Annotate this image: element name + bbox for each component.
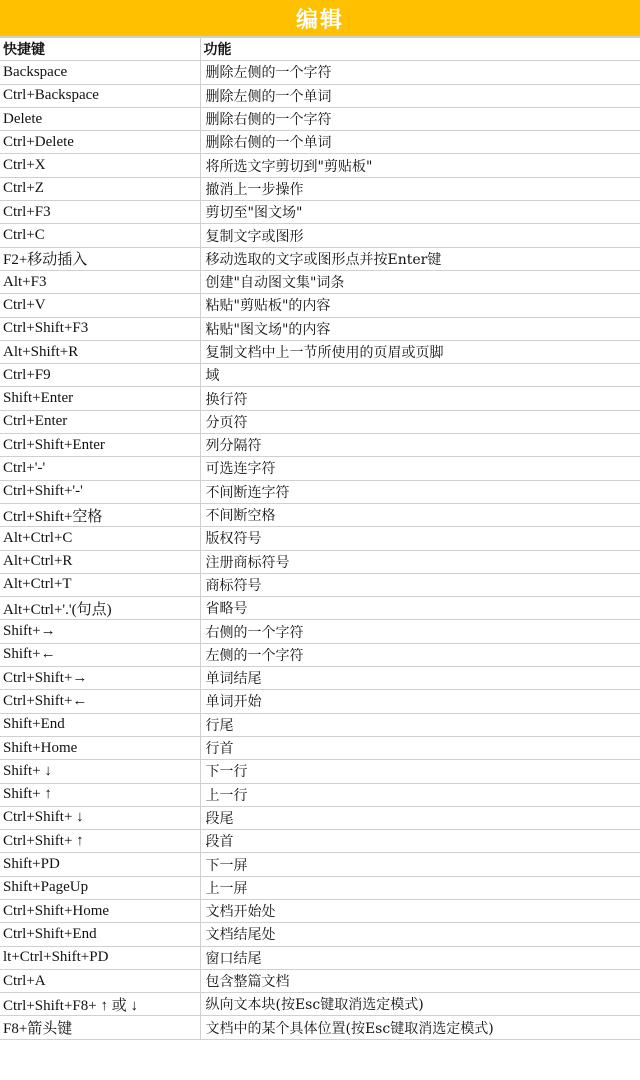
function-cell: 撤消上一步操作 — [200, 177, 640, 200]
shortcut-cell: Ctrl+Shift+Enter — [0, 434, 200, 457]
shortcut-cell: Ctrl+Backspace — [0, 84, 200, 107]
table-row — [0, 107, 640, 130]
table-body — [0, 61, 640, 1039]
shortcut-cell: Shift+End — [0, 713, 200, 736]
shortcut-cell: Shift+PD — [0, 853, 200, 876]
table-row — [0, 1016, 640, 1039]
function-cell: 下一行 — [200, 760, 640, 783]
function-cell: 商标符号 — [200, 573, 640, 596]
function-cell: 单词开始 — [200, 690, 640, 713]
shortcut-cell: Ctrl+Shift+Home — [0, 899, 200, 922]
shortcut-cell: Ctrl+Delete — [0, 131, 200, 154]
function-cell: 上一屏 — [200, 876, 640, 899]
function-cell: 粘贴"图文场"的内容 — [200, 317, 640, 340]
function-cell: 将所选文字剪切到"剪贴板" — [200, 154, 640, 177]
function-cell: 注册商标符号 — [200, 550, 640, 573]
function-cell: 纵向文本块(按Esc键取消选定模式) — [200, 993, 640, 1016]
shortcut-cell: Shift+Home — [0, 736, 200, 759]
function-cell: 行首 — [200, 736, 640, 759]
table-row — [0, 969, 640, 992]
table-row — [0, 364, 640, 387]
table-row — [0, 597, 640, 620]
function-cell: 窗口结尾 — [200, 946, 640, 969]
function-cell: 粘贴"剪贴板"的内容 — [200, 294, 640, 317]
function-cell: 创建"自动图文集"词条 — [200, 270, 640, 293]
shortcut-cell: Ctrl+Shift+ ↓ — [0, 806, 200, 829]
table-row — [0, 61, 640, 84]
shortcut-cell: Ctrl+Shift+ ↑ — [0, 830, 200, 853]
shortcut-cell: Ctrl+Shift+'-' — [0, 480, 200, 503]
shortcut-cell: Shift+PageUp — [0, 876, 200, 899]
shortcut-cell: lt+Ctrl+Shift+PD — [0, 946, 200, 969]
table-row — [0, 550, 640, 573]
function-cell: 包含整篇文档 — [200, 969, 640, 992]
shortcut-cell: Ctrl+A — [0, 969, 200, 992]
table-header-row — [0, 38, 640, 61]
function-cell: 文档开始处 — [200, 899, 640, 922]
shortcut-cell: Ctrl+V — [0, 294, 200, 317]
table-row — [0, 154, 640, 177]
shortcut-cell: Ctrl+Shift+空格 — [0, 503, 200, 526]
table-row — [0, 294, 640, 317]
shortcut-cell: Alt+Ctrl+'.'(句点) — [0, 597, 200, 620]
function-cell: 删除左侧的一个单词 — [200, 84, 640, 107]
function-cell: 段首 — [200, 830, 640, 853]
shortcut-cell: Ctrl+F9 — [0, 364, 200, 387]
function-cell: 上一行 — [200, 783, 640, 806]
shortcut-cell: Ctrl+Shift+F3 — [0, 317, 200, 340]
table-row — [0, 224, 640, 247]
function-cell: 列分隔符 — [200, 434, 640, 457]
shortcut-cell: Shift+ ↓ — [0, 760, 200, 783]
shortcut-cell: Ctrl+F3 — [0, 201, 200, 224]
table-row — [0, 480, 640, 503]
table-row — [0, 247, 640, 270]
table-row — [0, 434, 640, 457]
table-row — [0, 923, 640, 946]
table-row — [0, 84, 640, 107]
function-cell: 段尾 — [200, 806, 640, 829]
shortcut-cell: Delete — [0, 107, 200, 130]
table-row — [0, 713, 640, 736]
column-header-shortcut: 快捷键 — [0, 38, 200, 61]
shortcut-cell: Alt+F3 — [0, 270, 200, 293]
function-cell: 省略号 — [200, 597, 640, 620]
table-row — [0, 620, 640, 643]
table-row — [0, 527, 640, 550]
shortcut-cell: Alt+Ctrl+T — [0, 573, 200, 596]
shortcut-cell: F8+箭头键 — [0, 1016, 200, 1039]
table-row — [0, 667, 640, 690]
table-row — [0, 643, 640, 666]
table-row — [0, 340, 640, 363]
table-row — [0, 317, 640, 340]
function-cell: 剪切至"图文场" — [200, 201, 640, 224]
function-cell: 删除右侧的一个字符 — [200, 107, 640, 130]
shortcut-cell: Shift+Enter — [0, 387, 200, 410]
title-bar — [0, 0, 640, 37]
function-cell: 分页符 — [200, 410, 640, 433]
function-cell: 右侧的一个字符 — [200, 620, 640, 643]
function-cell: 移动选取的文字或图形点并按Enter键 — [200, 247, 640, 270]
shortcut-cell: Backspace — [0, 61, 200, 84]
table-row — [0, 573, 640, 596]
shortcut-table — [0, 37, 640, 1040]
column-header-function: 功能 — [200, 38, 640, 61]
page-title: 编辑 — [295, 7, 344, 33]
table-row — [0, 270, 640, 293]
table-row — [0, 946, 640, 969]
function-cell: 删除右侧的一个单词 — [200, 131, 640, 154]
shortcut-cell: Alt+Shift+R — [0, 340, 200, 363]
shortcut-cell: Ctrl+Z — [0, 177, 200, 200]
function-cell: 换行符 — [200, 387, 640, 410]
shortcut-cell: Shift+ ↑ — [0, 783, 200, 806]
table-row — [0, 876, 640, 899]
table-row — [0, 410, 640, 433]
shortcut-cell: Ctrl+Shift+← — [0, 690, 200, 713]
shortcut-cell: Alt+Ctrl+R — [0, 550, 200, 573]
shortcut-cell: Ctrl+X — [0, 154, 200, 177]
shortcut-cell: Ctrl+Shift+End — [0, 923, 200, 946]
shortcut-cell: Ctrl+Shift+F8+ ↑ 或 ↓ — [0, 993, 200, 1016]
function-cell: 文档中的某个具体位置(按Esc键取消选定模式) — [200, 1016, 640, 1039]
shortcut-cell: Alt+Ctrl+C — [0, 527, 200, 550]
table-row — [0, 830, 640, 853]
table-row — [0, 760, 640, 783]
table-row — [0, 783, 640, 806]
table-row — [0, 736, 640, 759]
table-row — [0, 457, 640, 480]
function-cell: 不间断空格 — [200, 503, 640, 526]
shortcut-cell: Shift+→ — [0, 620, 200, 643]
table-row — [0, 131, 640, 154]
table-row — [0, 853, 640, 876]
function-cell: 行尾 — [200, 713, 640, 736]
function-cell: 单词结尾 — [200, 667, 640, 690]
shortcut-cell: Shift+← — [0, 643, 200, 666]
function-cell: 版权符号 — [200, 527, 640, 550]
table-row — [0, 201, 640, 224]
shortcut-cell: F2+移动插入 — [0, 247, 200, 270]
table-row — [0, 690, 640, 713]
shortcut-cell: Ctrl+'-' — [0, 457, 200, 480]
table-row — [0, 387, 640, 410]
function-cell: 复制文档中上一节所使用的页眉或页脚 — [200, 340, 640, 363]
function-cell: 域 — [200, 364, 640, 387]
table-row — [0, 503, 640, 526]
function-cell: 可选连字符 — [200, 457, 640, 480]
table-row — [0, 993, 640, 1016]
function-cell: 左侧的一个字符 — [200, 643, 640, 666]
table-row — [0, 899, 640, 922]
shortcut-cell: Ctrl+Shift+→ — [0, 667, 200, 690]
shortcut-cell: Ctrl+C — [0, 224, 200, 247]
function-cell: 复制文字或图形 — [200, 224, 640, 247]
function-cell: 不间断连字符 — [200, 480, 640, 503]
table-row — [0, 806, 640, 829]
shortcut-cell: Ctrl+Enter — [0, 410, 200, 433]
function-cell: 下一屏 — [200, 853, 640, 876]
function-cell: 删除左侧的一个字符 — [200, 61, 640, 84]
function-cell: 文档结尾处 — [200, 923, 640, 946]
table-row — [0, 177, 640, 200]
